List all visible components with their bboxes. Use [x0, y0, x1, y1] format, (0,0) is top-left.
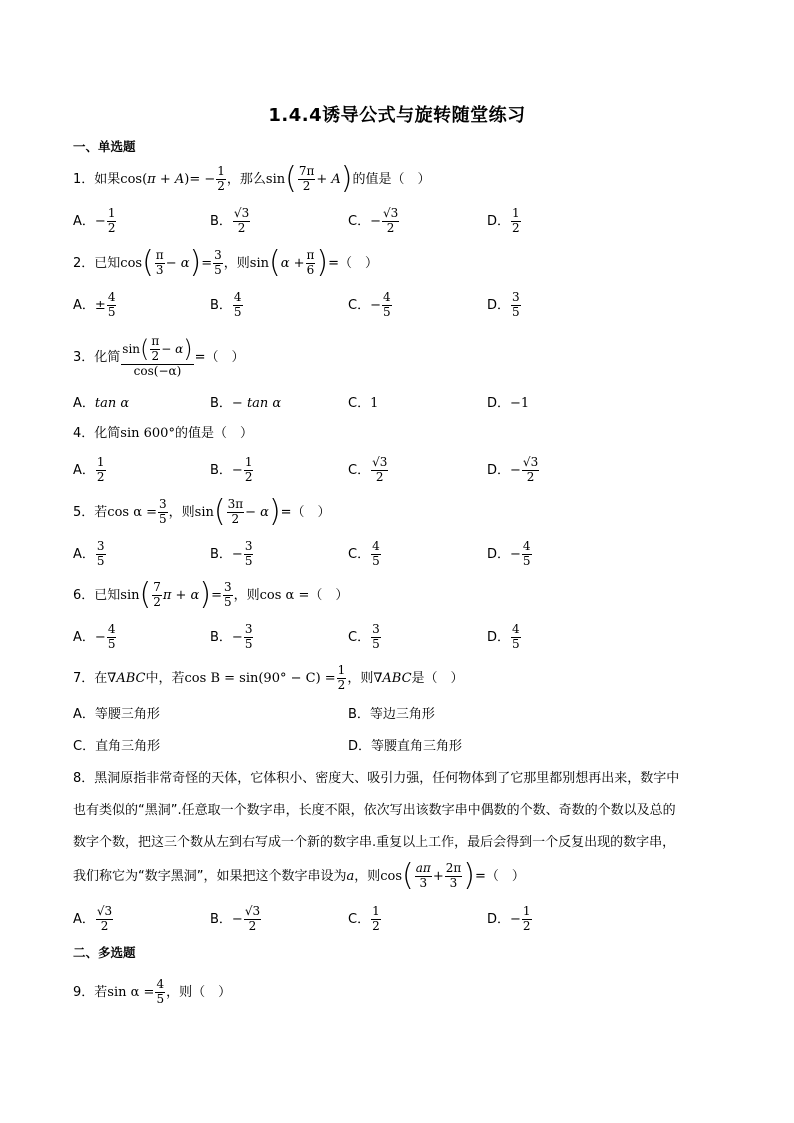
- question-text: 如果: [94, 171, 121, 187]
- question-4: 4．化简sin 600°的值是（ ）: [73, 426, 253, 441]
- option-a[interactable]: A． $\frac{√3}{2}$: [73, 903, 113, 933]
- question-1: 1． 如果 cos (π + A) = − $\frac{1}{2}$ ，那么 sin ( $\frac{7\pi}{2}$ + A ) 的值是（ ）: [73, 161, 431, 196]
- fraction: $\frac{\pi}{3}$: [155, 247, 164, 277]
- option-a[interactable]: A．等腰三角形: [73, 707, 160, 722]
- option-c[interactable]: C．直角三角形: [73, 739, 161, 754]
- question-9: 9． 若 sin α = $\frac{4}{5}$ ，则（ ）: [73, 976, 232, 1006]
- option-a[interactable]: A． $\frac{3}{5}$: [73, 538, 105, 568]
- question-3: [73, 330, 245, 384]
- option-a[interactable]: A． − $\frac{1}{2}$: [73, 205, 116, 235]
- option-b[interactable]: B． − $\frac{3}{5}$: [210, 621, 253, 651]
- option-d[interactable]: D．−1: [487, 396, 530, 411]
- option-a[interactable]: A． $\frac{1}{2}$: [73, 454, 105, 484]
- option-a[interactable]: A． − $\frac{4}{5}$: [73, 621, 116, 651]
- option-b[interactable]: B． − $\frac{√3}{2}$: [210, 903, 261, 933]
- option-a[interactable]: A．tan α: [73, 396, 130, 411]
- option-d[interactable]: D． − $\frac{√3}{2}$: [487, 454, 539, 484]
- option-d[interactable]: D． $\frac{1}{2}$: [487, 205, 520, 235]
- question-text: ，那么: [226, 171, 266, 187]
- math-arg: + A: [316, 171, 341, 187]
- fraction: $\frac{7\pi}{2}$: [298, 163, 315, 193]
- math-arg: α +: [280, 255, 305, 271]
- option-d[interactable]: D． $\frac{4}{5}$: [487, 621, 520, 651]
- option-b[interactable]: B．等边三角形: [348, 707, 435, 722]
- question-8-line-4: 我们称它为“数字黑洞”，如果把这个数字串设为 a ，则 cos ( $\frac{a\pi}{3}$ + $\frac{2\pi}{3}$ ) =（ ）: [73, 858, 525, 893]
- math-arg: π + A: [147, 171, 185, 187]
- option-c[interactable]: C．1: [348, 396, 379, 411]
- question-8-line-2: 也有类似的“黑洞”.任意取一个数字串，长度不限，依次写出该数字串中偶数的个数、奇数的个数以及总的: [73, 803, 676, 818]
- math-func: cos: [120, 171, 143, 187]
- option-c[interactable]: C． $\frac{3}{5}$: [348, 621, 380, 651]
- option-d[interactable]: D．等腰直角三角形: [348, 739, 463, 754]
- question-text: 已知: [94, 255, 121, 271]
- option-a[interactable]: A． ± $\frac{4}{5}$: [73, 289, 116, 319]
- question-6: 6． 已知 sin ( $\frac{7}{2}$ π + α ) = $\frac{3}{5}$ ，则 cos α = （ ）: [73, 577, 349, 612]
- fraction: $\frac{3}{5}$: [214, 247, 222, 277]
- fraction: sin ( $\frac{\pi}{2}$ − α ) cos(−α): [122, 334, 193, 378]
- question-2: 2． 已知 cos ( $\frac{\pi}{3}$ − α ) = $\frac{3}{5}$ ，则 sin ( α + $\frac{\pi}{6}$ ) =（ ）: [73, 245, 379, 280]
- section-multi-choice: 二、多选题: [73, 945, 136, 960]
- option-b[interactable]: B． $\frac{4}{5}$: [210, 289, 242, 319]
- question-text: ，则: [223, 255, 250, 271]
- option-c[interactable]: C． − $\frac{√3}{2}$: [348, 205, 399, 235]
- fraction: $\frac{\pi}{6}$: [306, 247, 315, 277]
- question-number: 1．: [73, 171, 95, 187]
- math-eq: = −: [189, 171, 216, 187]
- options-q3: [73, 397, 633, 413]
- fraction: $\frac{1}{2}$: [217, 163, 225, 193]
- question-7: 7． 在 ∇ABC 中，若 cos B = sin(90° − C) = $\frac{1}{2}$ ，则 ∇ABC 是（ ）: [73, 662, 464, 692]
- option-c[interactable]: C． $\frac{1}{2}$: [348, 903, 380, 933]
- question-8-line-3: 数字个数，把这三个数从左到右写成一个新的数字串.重复以上工作，最后会得到一个反复出现的数字串，: [73, 835, 676, 850]
- option-c[interactable]: C． $\frac{4}{5}$: [348, 538, 380, 568]
- math-eq: =: [201, 255, 213, 271]
- question-number: 2．: [73, 255, 95, 271]
- option-c[interactable]: C． − $\frac{4}{5}$: [348, 289, 391, 319]
- option-c[interactable]: C． $\frac{√3}{2}$: [348, 454, 388, 484]
- question-text: =（ ）: [194, 349, 245, 365]
- option-d[interactable]: D． $\frac{3}{5}$: [487, 289, 520, 319]
- options-q7: [73, 708, 573, 758]
- question-number: 3．: [73, 349, 95, 365]
- option-d[interactable]: D． − $\frac{4}{5}$: [487, 538, 531, 568]
- section-single-choice: 一、单选题: [73, 139, 136, 154]
- question-text: =（ ）: [328, 255, 379, 271]
- question-text: 化简: [94, 349, 121, 365]
- question-text: 的值是（ ）: [352, 171, 431, 187]
- option-d[interactable]: D． − $\frac{1}{2}$: [487, 903, 531, 933]
- math-arg: − α: [165, 255, 190, 271]
- option-b[interactable]: B． − $\frac{3}{5}$: [210, 538, 253, 568]
- option-b[interactable]: B． − $\frac{1}{2}$: [210, 454, 253, 484]
- option-b[interactable]: B． $\frac{√3}{2}$: [210, 205, 250, 235]
- option-b[interactable]: B．− tan α: [210, 396, 282, 411]
- question-8-line-1: 8．黑洞原指非常奇怪的天体，它体积小、密度大、吸引力强，任何物体到了它那里都别想再出来，数字中: [73, 771, 680, 786]
- math-func: cos: [120, 255, 143, 271]
- math-func: sin: [249, 255, 269, 271]
- math-func: sin: [265, 171, 286, 187]
- question-5: 5． 若 cos α = $\frac{3}{5}$ ，则 sin ( $\frac{3\pi}{2}$ − α ) =（ ）: [73, 494, 331, 529]
- page-title: 1.4.4诱导公式与旋转随堂练习: [268, 105, 526, 126]
